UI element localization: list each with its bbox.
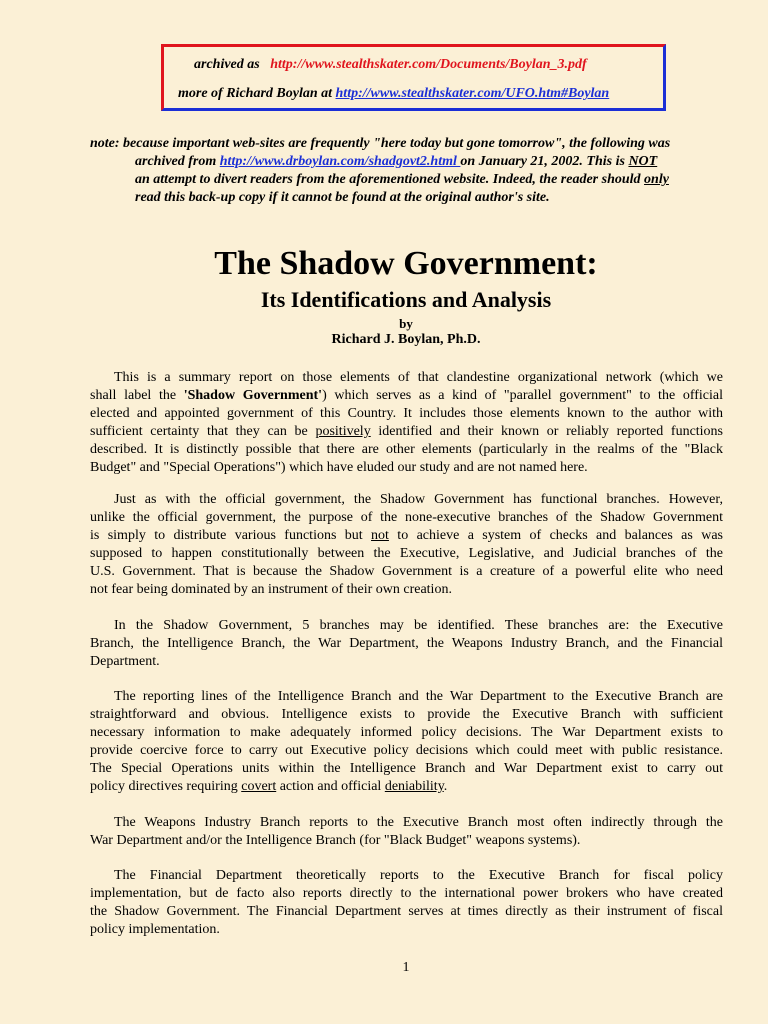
text-line: supposed to happen constitutionally between the Executive, Legislative, and Judicial branches of the bbox=[90, 546, 723, 561]
note-line-2 bbox=[90, 153, 730, 171]
more-line bbox=[178, 86, 609, 102]
text-line bbox=[90, 387, 723, 405]
archive-pdf-link[interactable]: http://www.stealthskater.com/Documents/Boylan_3.pdf bbox=[270, 57, 587, 72]
note-text: archived from bbox=[135, 154, 220, 169]
text-span: . bbox=[443, 779, 448, 794]
original-site-link[interactable]: http://www.drboylan.com/shadgovt2.html bbox=[219, 154, 461, 169]
document-subtitle: Its Identifications and Analysis bbox=[260, 287, 552, 312]
text-line bbox=[90, 527, 723, 545]
text-span: sufficient certainty that they can be bbox=[90, 424, 316, 439]
text-line: In the Shadow Government, 5 branches may be identified. These branches are: the Executive bbox=[114, 618, 723, 633]
note-line-1: note: because important web-sites are frequently "here today but gone tomorrow", the following was bbox=[90, 136, 671, 151]
underlined-term: positively bbox=[315, 424, 371, 439]
text-line: Branch, the Intelligence Branch, the War Department, the Weapons Industry Branch, and the Financial bbox=[90, 636, 723, 651]
text-line bbox=[90, 778, 723, 796]
text-line: the Shadow Government. The Financial Department serves at times directly as their instrument of fiscal bbox=[90, 904, 723, 919]
text-line: described. It is distinctly possible that there are other elements (particularly in the realms of the "Black bbox=[90, 442, 723, 457]
text-line: provide coercive force to carry out Executive policy decisions which could meet with public resistance. bbox=[90, 743, 723, 758]
more-link[interactable]: http://www.stealthskater.com/UFO.htm#Boylan bbox=[335, 86, 610, 101]
author-name: Richard J. Boylan, Ph.D. bbox=[331, 332, 481, 347]
text-line: Budget" and "Special Operations") which have eluded our study and are not named here. bbox=[90, 460, 588, 475]
underlined-term: not bbox=[371, 528, 389, 543]
text-line: implementation, but de facto also reports directly to the international power brokers who have created bbox=[90, 886, 723, 901]
note-line-3 bbox=[90, 171, 730, 189]
paragraph-5 bbox=[90, 814, 723, 850]
text-line bbox=[90, 423, 723, 441]
archive-box bbox=[161, 44, 666, 111]
text-line: The Special Operations units within the Intelligence Branch and War Department exist to carry out bbox=[90, 761, 723, 776]
text-span: policy directives requiring bbox=[90, 779, 242, 794]
text-line: The reporting lines of the Intelligence Branch and the War Department to the Executive Branch are bbox=[114, 689, 723, 704]
text-span: identified and their known or reliably reported functions bbox=[370, 424, 724, 439]
text-line: This is a summary report on those elements of that clandestine organizational network (which we bbox=[114, 370, 723, 385]
text-line: The Financial Department theoretically reports to the Executive Branch for fiscal policy bbox=[114, 868, 723, 883]
text-line: not fear being dominated by an instrument of their own creation. bbox=[90, 582, 452, 597]
text-line: War Department and/or the Intelligence Branch (for "Black Budget" weapons systems). bbox=[90, 833, 581, 848]
paragraph-4 bbox=[90, 688, 723, 796]
paragraph-1 bbox=[90, 369, 723, 477]
note-text: an attempt to divert readers from the aforementioned website. Indeed, the reader should bbox=[135, 172, 645, 187]
paragraph-2 bbox=[90, 491, 723, 599]
text-span: is simply to distribute various functions but bbox=[90, 528, 372, 543]
text-span: shall label the bbox=[90, 388, 184, 403]
byline-by: by bbox=[399, 316, 413, 331]
text-line: necessary information to make adequately informed policy decisions. The War Department exists to bbox=[90, 725, 723, 740]
text-line: straightforward and obvious. Intelligence exists to provide the Executive Branch with sufficient bbox=[90, 707, 723, 722]
archive-line bbox=[194, 57, 587, 73]
document-title: The Shadow Government: bbox=[214, 245, 598, 282]
text-span: to achieve a system of checks and balances as was bbox=[388, 528, 723, 543]
text-line: Just as with the official government, the Shadow Government has functional branches. However, bbox=[114, 492, 723, 507]
bold-term: 'Shadow Government' bbox=[183, 388, 323, 403]
text-line: policy implementation. bbox=[90, 922, 220, 937]
page-number: 1 bbox=[402, 960, 410, 975]
text-line: The Weapons Industry Branch reports to the Executive Branch most often indirectly through the bbox=[114, 815, 723, 830]
text-span: action and official bbox=[276, 779, 385, 794]
text-span: ) which serves as a kind of "parallel government" to the official bbox=[322, 388, 723, 403]
text-line: Department. bbox=[90, 654, 160, 669]
note-emphasis: NOT bbox=[628, 154, 658, 169]
paragraph-6 bbox=[90, 867, 723, 939]
text-line: U.S. Government. That is because the Shadow Government is a creature of a powerful elite who need bbox=[90, 564, 723, 579]
underlined-term: deniability bbox=[384, 779, 444, 794]
paragraph-3 bbox=[90, 617, 723, 671]
text-line: unlike the official government, the purpose of the none-executive branches of the Shadow Government bbox=[90, 510, 723, 525]
underlined-term: covert bbox=[241, 779, 277, 794]
archive-label: archived as bbox=[194, 57, 260, 72]
note-emphasis: only bbox=[644, 172, 669, 187]
note-text: on January 21, 2002. This is bbox=[460, 154, 629, 169]
note-line-4: read this back-up copy if it cannot be found at the original author's site. bbox=[135, 190, 550, 205]
archive-note bbox=[90, 135, 730, 207]
text-line: elected and appointed government of this Country. It includes those elements known to the author with bbox=[90, 406, 723, 421]
more-label: more of Richard Boylan at bbox=[178, 86, 336, 101]
